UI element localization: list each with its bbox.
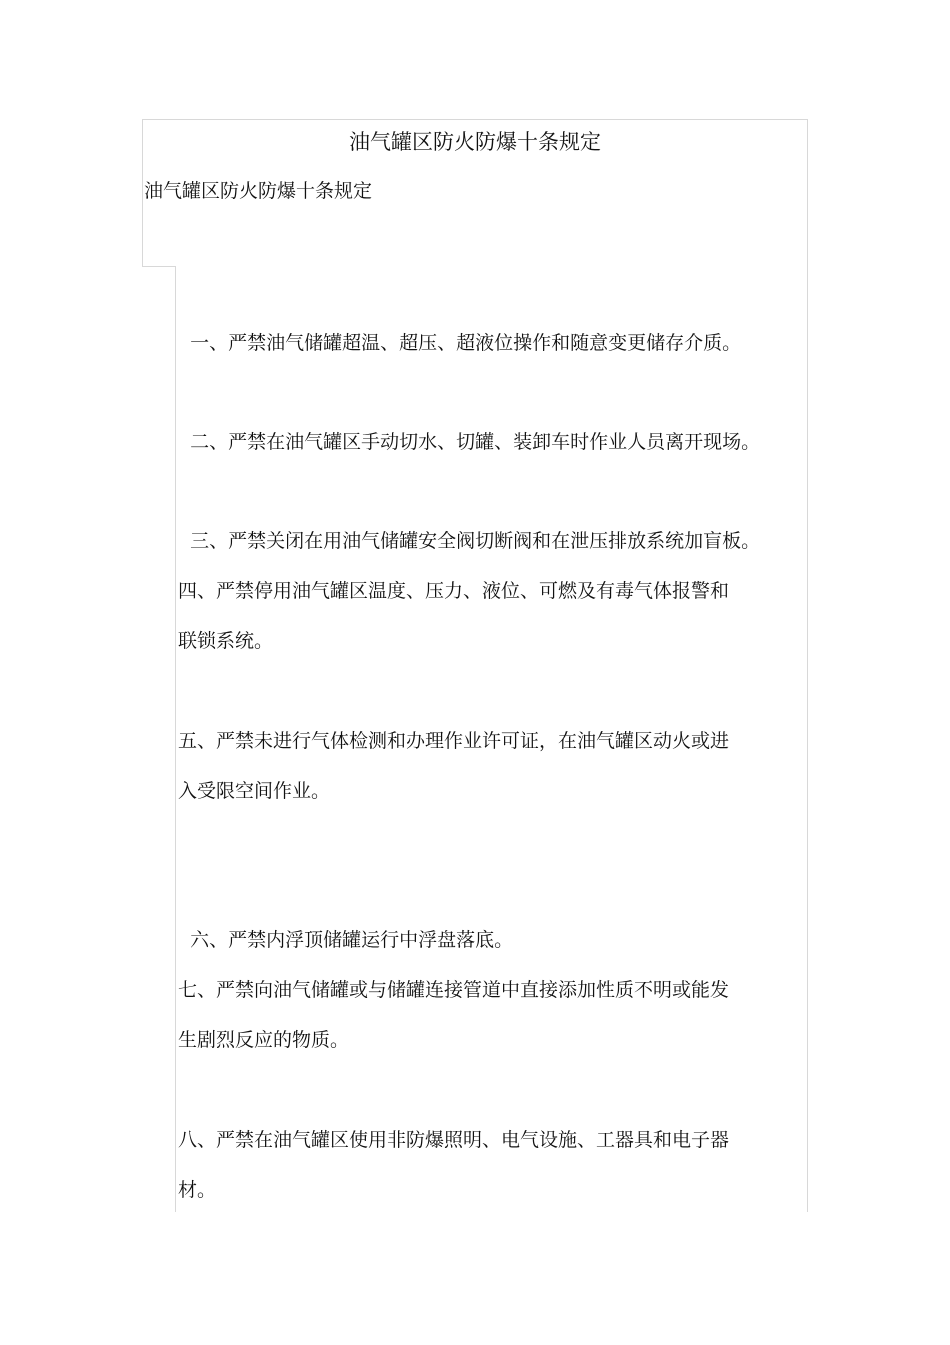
document-subtitle: 油气罐区防火防爆十条规定 (144, 180, 373, 202)
document-frame-left (175, 266, 176, 1212)
rule-8-line-1: 八、严禁在油气罐区使用非防爆照明、电气设施、工器具和电子器 (178, 1129, 730, 1151)
rule-8 (178, 1115, 778, 1215)
rule-5-line-1: 五、严禁未进行气体检测和办理作业许可证，在油气罐区动火或进 (178, 730, 730, 752)
rule-5 (178, 716, 778, 816)
rule-7-line-1: 七、严禁向油气储罐或与储罐连接管道中直接添加性质不明或能发 (178, 979, 730, 1001)
rule-4-line-2: 联锁系统。 (178, 630, 274, 652)
rule-7-line-2: 生剧烈反应的物质。 (178, 1029, 350, 1051)
rule-3-line-1: 三、严禁关闭在用油气储罐安全阀切断阀和在泄压排放系统加盲板。 (190, 530, 761, 552)
rule-5-line-2: 入受限空间作业。 (178, 780, 331, 802)
document-frame-right (807, 266, 808, 1212)
rule-3 (178, 466, 778, 566)
document-title: 油气罐区防火防爆十条规定 (349, 130, 601, 154)
rule-2 (178, 367, 778, 467)
rule-4 (178, 566, 778, 666)
rule-8-line-2: 材。 (178, 1179, 217, 1201)
rule-4-line-1: 四、严禁停用油气罐区温度、压力、液位、可燃及有毒气体报警和 (178, 580, 730, 602)
rule-7 (178, 965, 778, 1065)
rule-2-line-1: 二、严禁在油气罐区手动切水、切罐、装卸车时作业人员离开现场。 (190, 431, 761, 453)
rule-1-line-1: 一、严禁油气储罐超温、超压、超液位操作和随意变更储存介质。 (190, 332, 742, 354)
rule-6-line-1: 六、严禁内浮顶储罐运行中浮盘落底。 (190, 929, 514, 951)
document-frame-step (142, 266, 176, 267)
rule-1 (178, 268, 778, 368)
rule-6 (178, 865, 778, 965)
